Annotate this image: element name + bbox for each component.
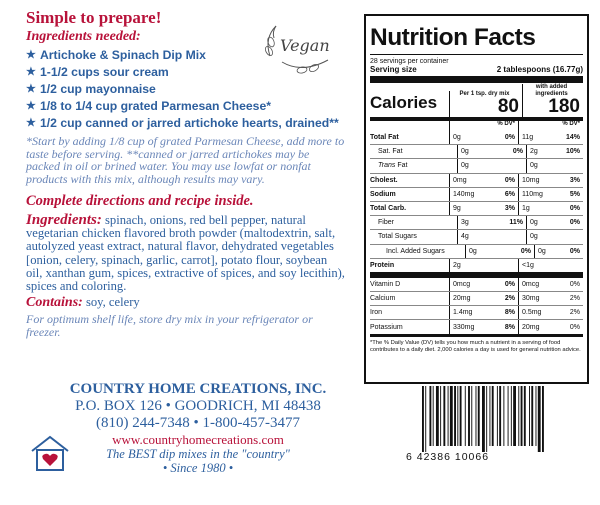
amount-dry: 0mcg: [453, 280, 471, 288]
amount-added: 2g: [530, 148, 538, 156]
barcode-bar: [538, 386, 541, 452]
barcode-bar: [489, 386, 490, 446]
calories-dry: 80: [497, 96, 519, 117]
star-icon: ★: [26, 49, 36, 61]
amount-dry: 2g: [453, 261, 461, 269]
company-tagline: The BEST dip mixes in the "country": [106, 447, 290, 461]
barcode-bar: [457, 386, 458, 446]
ingredients-needed-heading: Ingredients needed:: [26, 29, 141, 44]
amount-dry: 0g: [461, 148, 469, 156]
dv-dry: 0%: [504, 176, 515, 184]
nutrient-label: Fiber: [378, 219, 394, 227]
dv-added: 2%: [569, 309, 580, 317]
barcode-bar: [531, 386, 533, 446]
dv-added: 0%: [569, 219, 580, 227]
barcode-bar: [513, 386, 516, 446]
barcode-bar: [443, 386, 445, 446]
calories-label: Calories: [370, 93, 438, 112]
nutrient-row: [370, 258, 583, 272]
barcode-bar: [508, 386, 509, 446]
nutrient-label: Potassium: [370, 323, 403, 331]
serving-size-label: Serving size: [370, 65, 417, 74]
nutrient-row: [370, 215, 583, 229]
barcode-bar: [536, 386, 537, 446]
barcode-bar: [471, 386, 472, 446]
barcode-bar: [524, 386, 526, 446]
barcode-bar: [478, 386, 480, 446]
calories-added: 180: [548, 96, 580, 117]
nutrient-row: [370, 201, 583, 215]
nutrient-label: Total Fat: [370, 134, 399, 142]
amount-dry: 140mg: [453, 190, 475, 198]
nutrient-row: [370, 187, 583, 201]
dv-dry: 3%: [504, 205, 515, 213]
barcode-bar: [465, 386, 466, 446]
barcode-bar: [503, 386, 504, 446]
nutrition-facts-panel: [364, 14, 589, 384]
nutrient-label: Trans Fat: [378, 162, 408, 170]
amount-added: <1g: [522, 261, 534, 269]
amount-dry: 0g: [461, 162, 469, 170]
vegan-badge: [262, 18, 342, 78]
contains-label: Contains:: [26, 295, 83, 311]
barcode-bar: [440, 386, 441, 446]
nutrient-label: Protein: [370, 261, 395, 269]
dv-dry: 8%: [504, 323, 515, 331]
barcode-bar: [518, 386, 519, 446]
vitamin-row: [370, 319, 583, 333]
barcode-bar: [448, 386, 449, 446]
amount-added: 0g: [530, 162, 538, 170]
daily-value-footnote: *The % Daily Value (DV) tells you how much a nutrient in a serving of food contributes to a daily diet. 2,000 calories a day is used for general nutrition advice.: [370, 339, 581, 353]
dv-added: 5%: [569, 190, 580, 198]
star-icon: ★: [26, 83, 36, 95]
amount-added: 10mg: [522, 176, 540, 184]
barcode-bar: [511, 386, 512, 446]
amount-dry: 0g: [469, 247, 477, 255]
amount-dry: 20mg: [453, 295, 471, 303]
dv-added: 0%: [569, 205, 580, 213]
vitamin-row: [370, 305, 583, 319]
amount-added: 110mg: [522, 190, 543, 198]
nutrient-row: [370, 229, 583, 243]
amount-dry: 1.4mg: [453, 309, 473, 317]
dv-dry: 6%: [504, 190, 515, 198]
nutrient-label: Cholest.: [370, 176, 398, 184]
dv-added: 14%: [565, 134, 580, 142]
star-icon: ★: [26, 100, 36, 112]
col-head-added: with added ingredients: [535, 84, 568, 97]
barcode-bar: [499, 386, 501, 446]
vitamin-row: [370, 291, 583, 305]
vitamin-row: [370, 278, 583, 291]
amount-added: 0g: [538, 247, 546, 255]
company-name: COUNTRY HOME CREATIONS, INC.: [69, 381, 327, 397]
amount-dry: 9g: [453, 205, 461, 213]
contains-block: [26, 295, 346, 311]
barcode-bar: [497, 386, 498, 446]
amount-added: 30mg: [522, 295, 540, 303]
col-head-dry: Per 1 tsp. dry mix: [459, 90, 510, 97]
servings-per-container: 28 servings per container: [370, 58, 449, 65]
nutrient-rows: [366, 131, 587, 272]
barcode-bar: [468, 386, 470, 446]
nutrient-label: Total Carb.: [370, 205, 407, 213]
nutrient-label: Incl. Added Sugars: [386, 247, 445, 255]
amount-added: 0g: [530, 233, 538, 241]
step-item: ★ 1/2 cup canned or jarred artichoke hearts, drained**: [26, 116, 339, 130]
vegan-text: Vegan: [280, 36, 330, 55]
barcode-bar: [433, 386, 434, 446]
amount-dry: 0g: [453, 134, 461, 142]
barcode-bar: [425, 386, 426, 452]
nutrient-label: Vitamin D: [370, 280, 401, 288]
step-item: ★ 1/8 to 1/4 cup grated Parmesan Cheese*: [26, 99, 271, 113]
vitamin-rows: [366, 278, 587, 334]
amount-added: 1g: [522, 205, 530, 213]
step-item: ★ Artichoke & Spinach Dip Mix: [26, 48, 206, 62]
complete-directions: Complete directions and recipe inside.: [26, 193, 254, 209]
calories-col-dry: [449, 91, 522, 118]
nutrient-label: Iron: [370, 309, 383, 317]
nutrient-row: [370, 144, 583, 158]
ingredients-label: Ingredients:: [26, 212, 102, 228]
company-since: • Since 1980 •: [162, 461, 234, 475]
nutrient-row: [370, 173, 583, 187]
barcode-bar: [454, 386, 456, 446]
dv-dry: 2%: [504, 295, 515, 303]
barcode-bar: [460, 386, 462, 446]
nutrient-label: Sodium: [370, 190, 396, 198]
amount-dry: 3g: [461, 219, 469, 227]
barcode-bar: [422, 386, 424, 452]
star-icon: ★: [26, 66, 36, 78]
star-icon: ★: [26, 117, 36, 129]
barcode-image: [416, 386, 576, 454]
amount-added: 20mg: [522, 323, 540, 331]
dv-dry: 0%: [504, 280, 515, 288]
nutrient-row: [370, 131, 583, 144]
calories-col-added: [522, 84, 583, 117]
amount-added: 0mcg: [522, 280, 540, 288]
barcode-bar: [482, 386, 485, 452]
ingredients-block: [26, 214, 346, 293]
calories-row: [370, 83, 583, 117]
dv-added: 3%: [569, 176, 580, 184]
barcode-bar: [476, 386, 477, 446]
company-address: P.O. BOX 126 • GOODRICH, MI 48438: [75, 398, 321, 414]
serving-size-value: 2 tablespoons (16.77g): [496, 65, 583, 74]
amount-added: 11g: [522, 134, 534, 142]
dv-added: 10%: [565, 148, 580, 156]
dv-added: 2%: [569, 295, 580, 303]
nutrient-row: [370, 244, 583, 258]
dv-dry: 0%: [504, 134, 515, 142]
contains-text: soy, celery: [82, 295, 140, 310]
amount-dry: 0mg: [453, 176, 467, 184]
step-item: ★ 1-1/2 cups sour cream: [26, 65, 169, 79]
dv-dry: 8%: [504, 309, 515, 317]
nutrient-label: Sat. Fat: [378, 148, 403, 156]
amount-dry: 330mg: [453, 323, 475, 331]
barcode-bar: [436, 386, 439, 446]
dv-dry: 11%: [509, 219, 523, 227]
company-phone: (810) 244-7348 • 1-800-457-3477: [96, 415, 300, 431]
heading-simple: Simple to prepare!: [26, 8, 162, 27]
barcode-bar: [529, 386, 530, 446]
home-heart-icon: [28, 433, 72, 473]
company-website[interactable]: www.countryhomecreations.com: [112, 432, 284, 447]
ingredients-text: spinach, onions, red bell pepper, natural vegetarian chicken flavored broth powder (maltodextrin, salt, autolyzed yeast extract, natural flavor, dehydrated vegetables [onion, celery, spinach, garlic, carrot], potato flour, soybean oil, xanthan gum, spices, extractive of spices, and soy lecithin), spices and coloring.: [26, 213, 345, 294]
barcode-bar: [486, 386, 487, 452]
dv-dry: 0%: [512, 148, 523, 156]
amount-added: 0.5mg: [522, 309, 542, 317]
preparation-note: *Start by adding 1/8 cup of grated Parmesan Cheese, add more to taste before serving. **canned or jarred artichokes may be packed in oil or brined water. You may use lowfat or nonfat products with this mix, although results may vary.: [26, 134, 345, 186]
barcode-numbers: 6 42386 10066: [406, 451, 490, 463]
amount-added: 0g: [530, 219, 538, 227]
barcode-bar: [429, 386, 431, 446]
storage-note: For optimum shelf life, store dry mix in your refrigerator or freezer.: [26, 312, 313, 340]
dv-added: 0%: [569, 280, 580, 288]
barcode-bar: [492, 386, 494, 446]
amount-dry: 4g: [461, 233, 469, 241]
company-info: [68, 380, 328, 475]
nutrition-title: Nutrition Facts: [370, 24, 536, 51]
barcode-bar: [450, 386, 453, 446]
dv-added: 0%: [569, 323, 580, 331]
dv-header: % DV* % DV*: [370, 121, 583, 131]
serving-size-row: [370, 65, 583, 74]
nutrient-row: [370, 158, 583, 172]
nutrient-label: Calcium: [370, 295, 396, 303]
step-item: ★ 1/2 cup mayonnaise: [26, 82, 156, 96]
barcode-bar: [521, 386, 523, 446]
barcode-bar: [542, 386, 544, 452]
dv-dry: 0%: [520, 247, 531, 255]
nutrient-label: Total Sugars: [378, 233, 417, 241]
dv-added: 0%: [569, 247, 580, 255]
